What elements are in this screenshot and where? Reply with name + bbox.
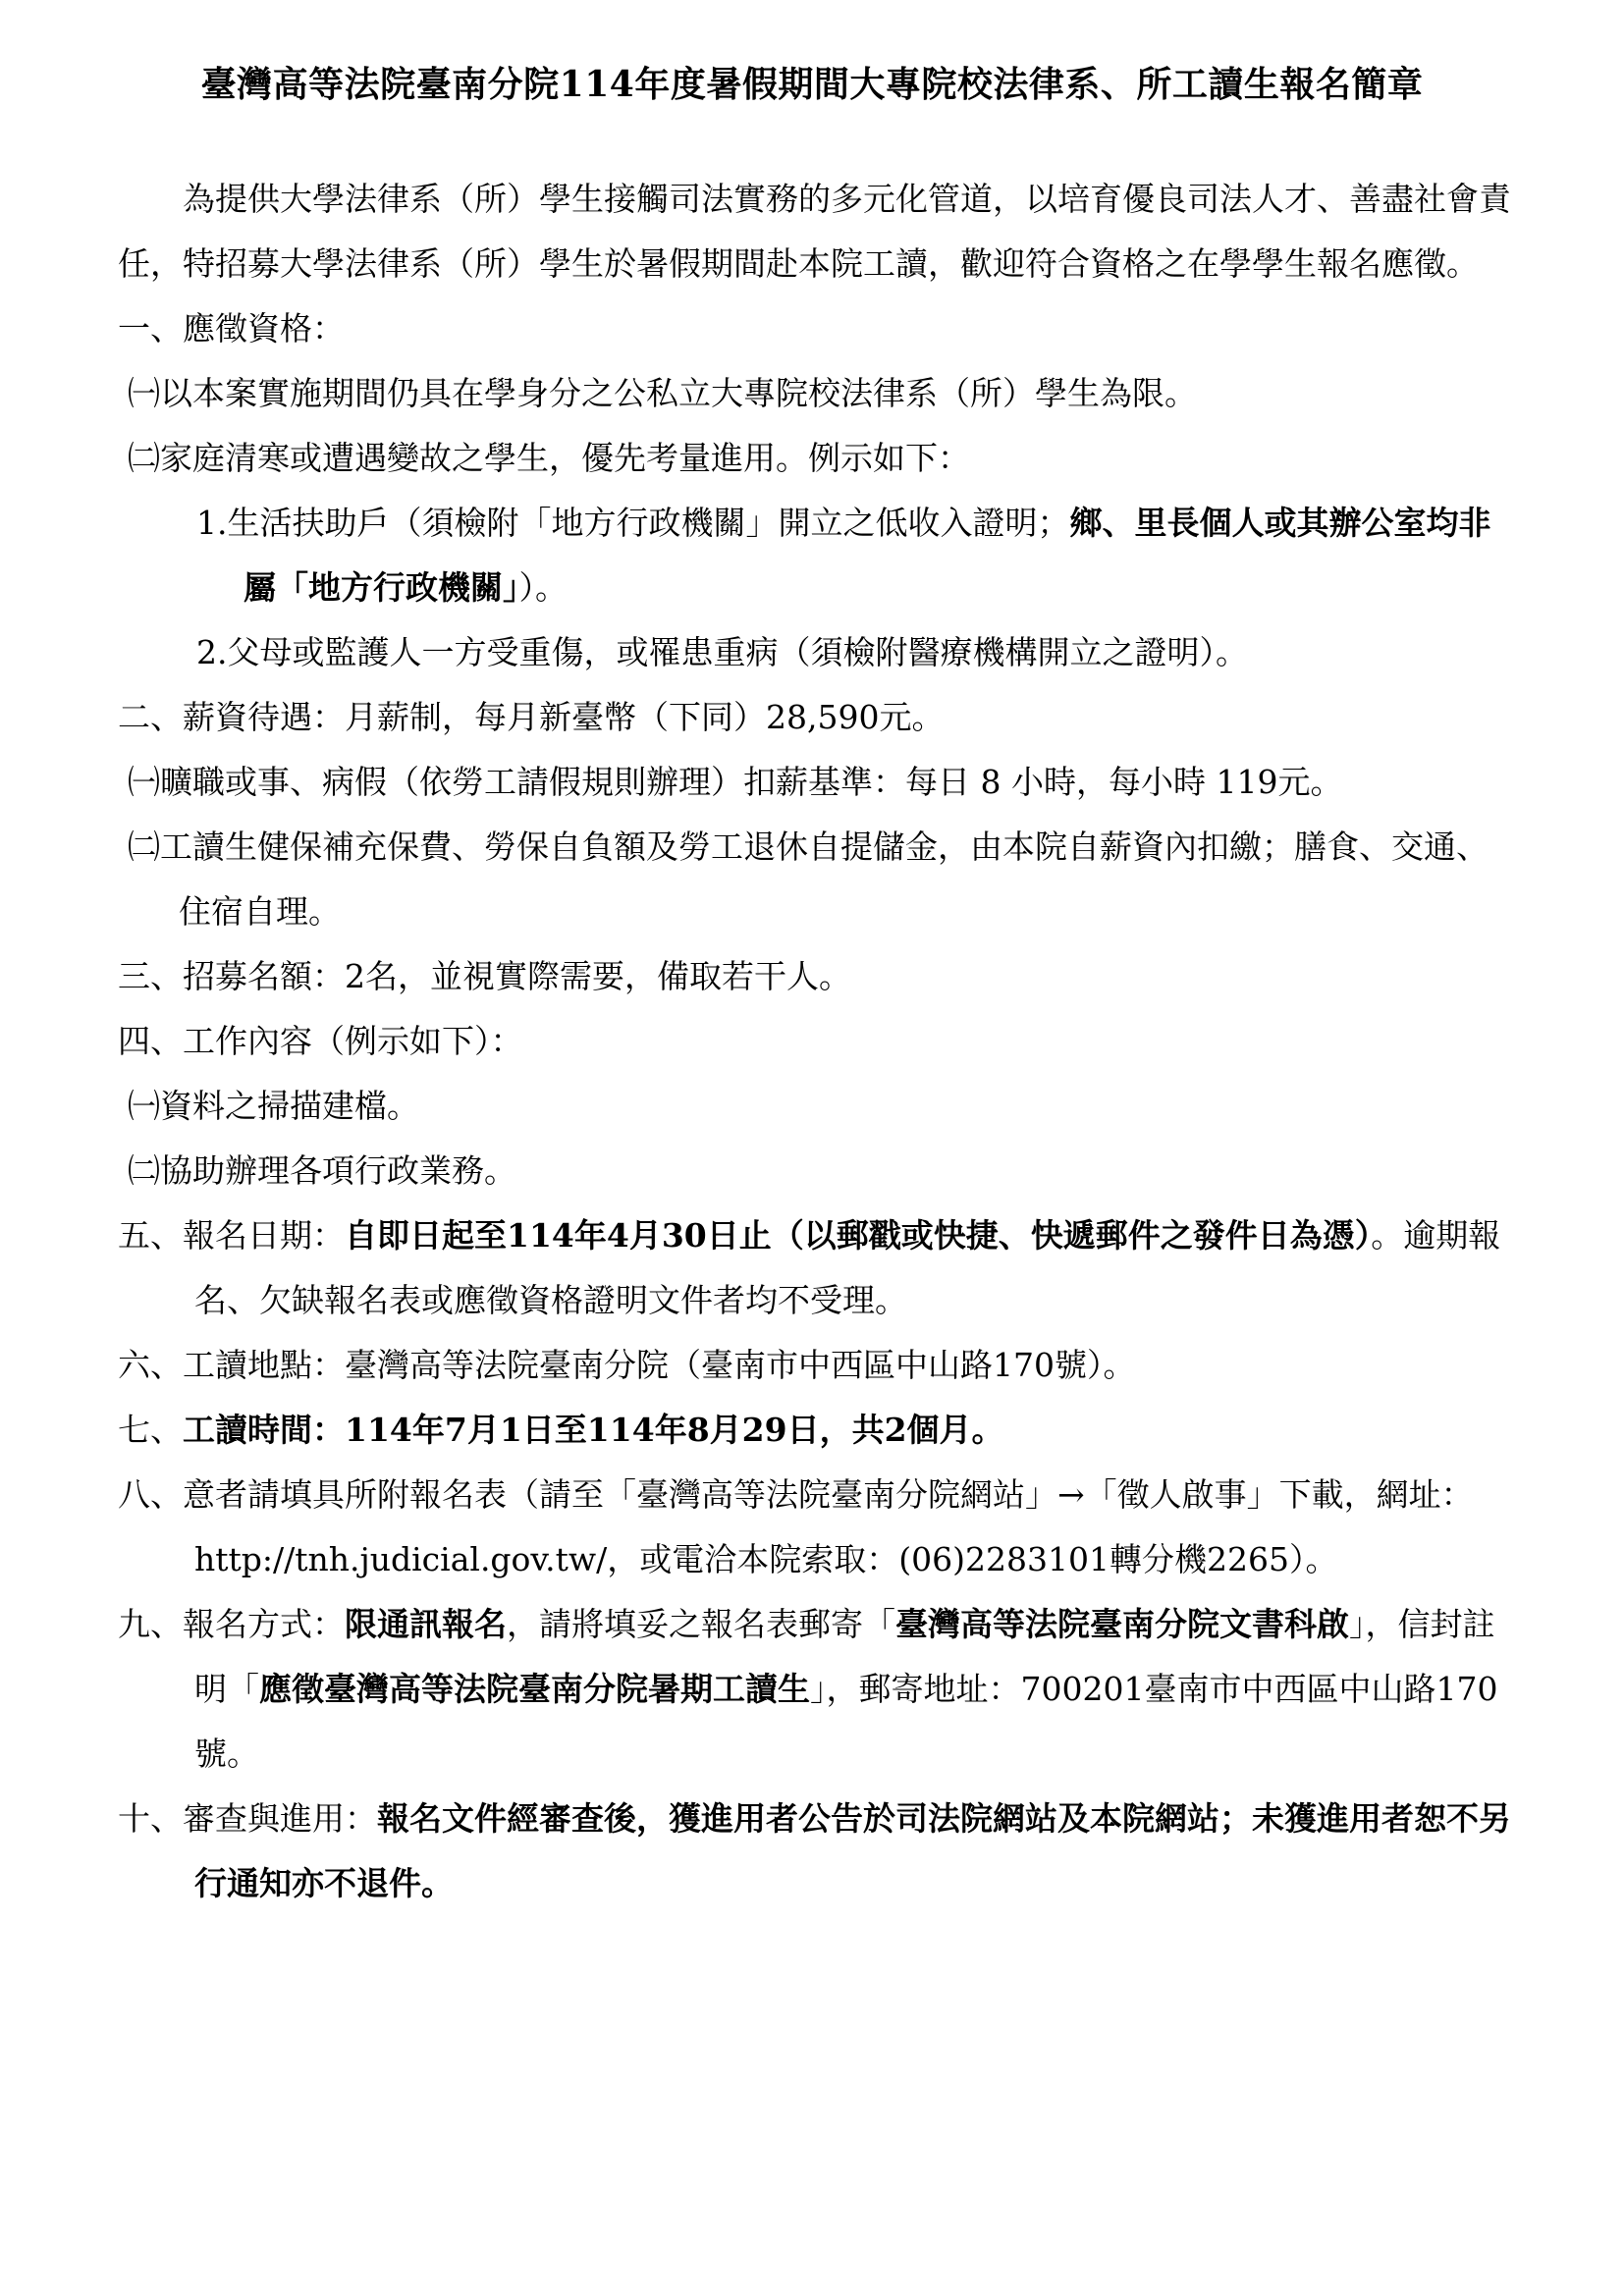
- section-9-bold-envelope: 應徵臺灣高等法院臺南分院暑期工讀生: [259, 1670, 810, 1708]
- section-5-text: 。逾期報名、欠缺報名表或應徵資格證明文件者均不受理。: [194, 1216, 1501, 1319]
- section-2-heading: 二、薪資待遇：月薪制，每月新臺幣（下同）28,590元。: [118, 698, 945, 736]
- section-4-heading: 四、工作內容（例示如下）：: [118, 1022, 523, 1060]
- section-2-item-1: ㈠曠職或事、病假（依勞工請假規則辦理）扣薪基準：每日 8 小時，每小時 119元。: [128, 763, 1343, 801]
- numbered-1-text: 1.生活扶助戶（須檢附「地方行政機關」開立之低收入證明；: [196, 504, 1070, 542]
- section-7-label: 七、: [118, 1411, 183, 1449]
- section-8: 八、意者請填具所附報名表（請至「臺灣高等法院臺南分院網站」→「徵人啟事」下載，網址：http://tnh.judicial.gov.tw/，或電洽本院索取：(06)2283101轉分機2265）。: [118, 1475, 1474, 1578]
- section-7-bold: 工讀時間：114年7月1日至114年8月29日，共2個月。: [183, 1411, 1004, 1449]
- document-body: [118, 167, 1512, 1916]
- section-6: 六、工讀地點：臺灣高等法院臺南分院（臺南市中西區中山路170號）。: [118, 1346, 1136, 1384]
- page-title: 臺灣高等法院臺南分院114年度暑假期間大專院校法律系、所工讀生報名簡章: [200, 64, 1424, 105]
- section-5-bold: 自即日起至114年4月30日止（以郵戳或快捷、快遞郵件之發件日為憑）: [345, 1216, 1372, 1255]
- section-5-label: 五、報名日期：: [118, 1216, 345, 1255]
- section-4-item-1: ㈠資料之掃描建檔。: [128, 1087, 419, 1125]
- section-9-text-2: 」，信封註明「: [194, 1605, 1495, 1708]
- section-5: [118, 1203, 1512, 1333]
- section-9-bold-method: 限通訊報名: [345, 1605, 507, 1643]
- section-9-text-3: 」，郵寄地址：700201臺南市中西區中山路170號。: [194, 1670, 1498, 1773]
- intro-paragraph: 為提供大學法律系（所）學生接觸司法實務的多元化管道，以培育優良司法人才、善盡社會責任，特招募大學法律系（所）學生於暑假期間赴本院工讀，歡迎符合資格之在學學生報名應徵。: [118, 180, 1511, 283]
- section-1-item-1: ㈠以本案實施期間仍具在學身分之公私立大專院校法律系（所）學生為限。: [128, 374, 1197, 412]
- section-1-item-2: ㈡家庭清寒或遭遇變故之學生，優先考量進用。例示如下：: [128, 439, 970, 477]
- section-9: [118, 1592, 1512, 1787]
- numbered-1-end: ）。: [518, 568, 568, 607]
- section-1-heading: 一、應徵資格：: [118, 309, 345, 347]
- section-2-item-2: ㈡工讀生健保補充保費、勞保自負額及勞工退休自提儲金，由本院自薪資內扣繳；膳食、交通、住宿自理。: [128, 828, 1489, 931]
- section-9-bold-recipient: 臺灣高等法院臺南分院文書科啟: [895, 1605, 1349, 1643]
- numbered-1-bold: 鄉、里長個人或其辦公室均非屬「地方行政機關」: [244, 504, 1491, 607]
- section-1-numbered-1: [118, 491, 1512, 620]
- section-10-label: 十、審查與進用：: [118, 1799, 377, 1838]
- section-4-item-2: ㈡協助辦理各項行政業務。: [128, 1151, 516, 1190]
- section-7: [118, 1398, 1512, 1463]
- section-9-label: 九、報名方式：: [118, 1605, 345, 1643]
- section-3: 三、招募名額：2名，並視實際需要，備取若干人。: [118, 957, 851, 995]
- section-10: [118, 1787, 1512, 1916]
- section-1-numbered-2: 2.父母或監護人一方受重傷，或罹患重病（須檢附醫療機構開立之證明）。: [196, 633, 1248, 671]
- section-10-bold: 報名文件經審查後，獲進用者公告於司法院網站及本院網站；未獲進用者恕不另行通知亦不退件。: [194, 1799, 1511, 1902]
- section-9-text-1: ，請將填妥之報名表郵寄「: [507, 1605, 895, 1643]
